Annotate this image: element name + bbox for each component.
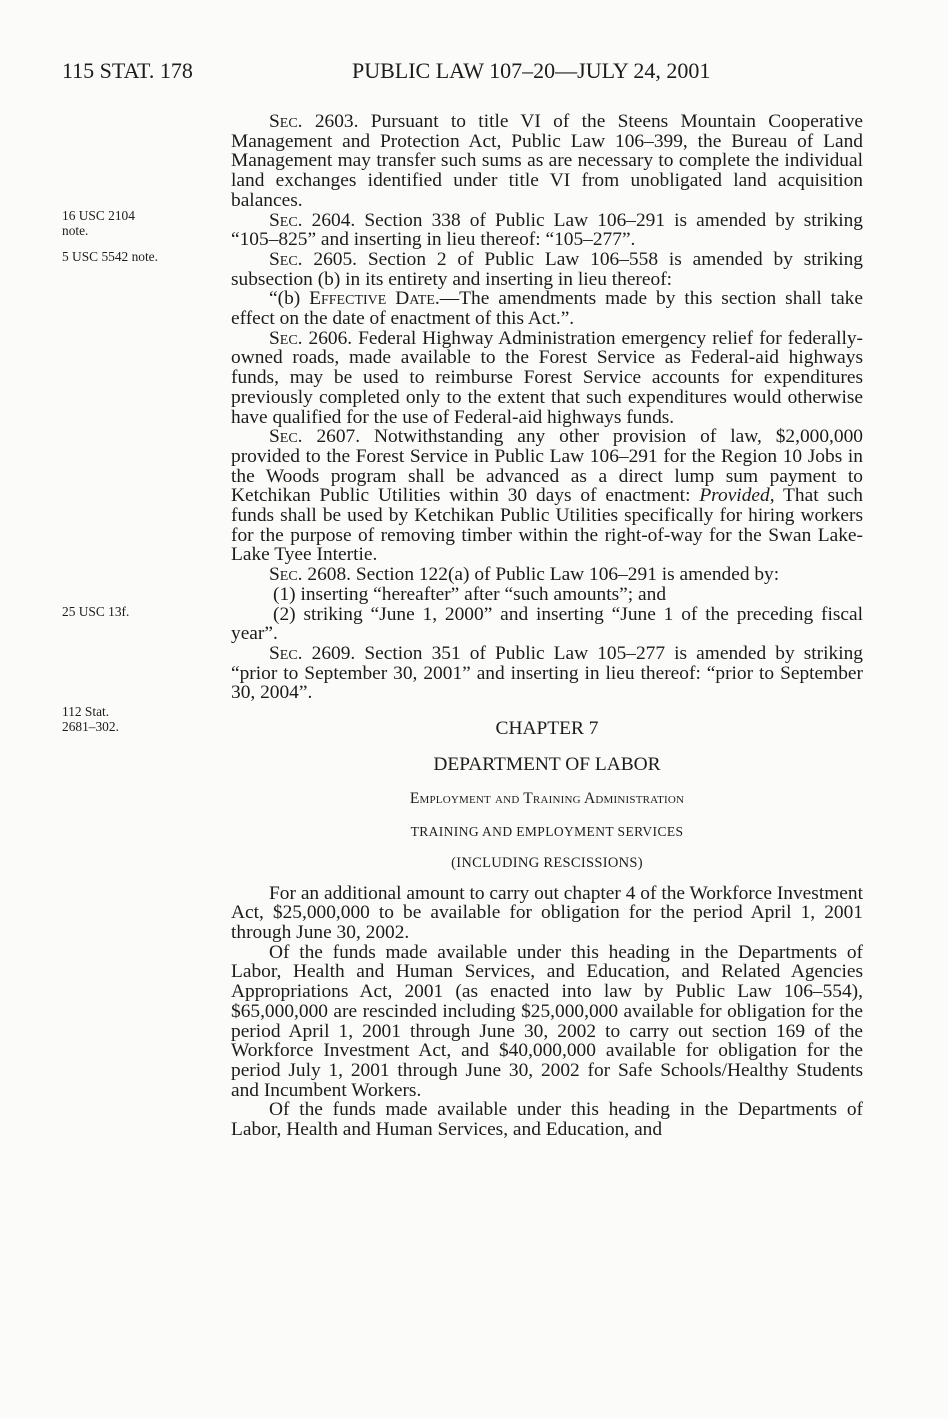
sec-label: Sec.	[269, 209, 303, 231]
labor-paragraph: For an additional amount to carry out chapter 4 of the Workforce Investment Act, $25,000,000 to be available for obligation for the period April 1, 2001 through June 30, 2002.	[231, 882, 863, 944]
section-2608	[231, 565, 863, 585]
section-text: , That such funds shall be used by Ketchikan Public Utilities specifically for hiring workers for the purpose of removing timber within the right-of-way for the Swan Lake-Lake Tyee Intertie.	[231, 485, 863, 566]
section-text: .—The amendments made by this section shall take effect on the date of enactment of this Act.”.	[231, 288, 863, 330]
margin-note-line: 112 Stat.	[62, 704, 110, 719]
margin-note-25-usc-13f	[62, 604, 222, 619]
section-2603	[231, 112, 863, 211]
margin-note-line: 2681–302.	[62, 719, 119, 734]
section-text: 2603. Pursuant to title VI of the Steens Mountain Cooperative Management and Protection Act, Public Law 106–399, the Bureau of Land Management may transfer such sums as are necessary to complete the individual land exchanges identified under title VI from unobligated land acquisition balances.	[231, 111, 863, 211]
section-2605	[231, 250, 863, 289]
margin-note-line: 5 USC 5542 note.	[62, 249, 158, 264]
subsection-caption: Effective Date	[309, 288, 435, 310]
sec-label: Sec.	[269, 426, 303, 448]
section-2608-item-1: (1) inserting “hereafter” after “such amounts”; and	[273, 583, 667, 605]
administration-heading: Employment and Training Administration	[409, 789, 685, 807]
labor-paragraph: Of the funds made available under this heading in the Departments of Labor, Health and Human Services, and Education, and	[231, 1099, 863, 1141]
chapter-heading: CHAPTER 7	[495, 718, 599, 740]
margin-note-line: note.	[62, 223, 89, 238]
margin-note-line: 25 USC 13f.	[62, 604, 130, 619]
law-title: PUBLIC LAW 107–20—JULY 24, 2001	[352, 58, 711, 83]
section-2604	[231, 211, 863, 250]
sec-label: Sec.	[269, 248, 303, 270]
quote-open: “(b)	[269, 288, 310, 310]
sec-label: Sec.	[269, 327, 303, 349]
margin-note-line: 16 USC 2104	[62, 208, 135, 223]
margin-note-112-stat	[62, 704, 222, 734]
section-text: 2608. Section 122(a) of Public Law 106–291 is amended by:	[302, 564, 780, 586]
sec-label: Sec.	[269, 564, 303, 586]
section-text: 2605. Section 2 of Public Law 106–558 is amended by striking subsection (b) in its entirety and inserting in lieu thereof:	[231, 248, 863, 290]
sec-label: Sec.	[269, 642, 303, 664]
section-text: 2606. Federal Highway Administration emergency relief for federally-owned roads, made available to the Forest Service as Federal-aid highways funds, may be used to reimburse Forest Service accounts for expenditures previously completed only to the extent that such expenditures would otherwise have qualified for the use of Federal-aid highways funds.	[231, 327, 863, 428]
appropriation-heading: TRAINING AND EMPLOYMENT SERVICES	[410, 824, 684, 840]
section-2606	[231, 329, 863, 428]
body-text	[231, 112, 863, 1140]
section-2608-item-2: (2) striking “June 1, 2000” and inserting “June 1 of the preceding fiscal year”.	[231, 603, 863, 645]
section-text: 2604. Section 338 of Public Law 106–291 is amended by striking “105–825” and inserting in lieu thereof: “105–277”.	[231, 209, 863, 251]
labor-paragraph: Of the funds made available under this heading in the Departments of Labor, Health and Human Services, and Education, and Related Agencies Appropriations Act, 2001 (as enacted into law by Public Law 106–554), $65,000,000 are rescinded including $25,000,000 available for obligation for the period April 1, 2001 through June 30, 2002 to carry out section 169 of the Workforce Investment Act, and $40,000,000 available for obligation for the period July 1, 2001 through June 30, 2002 for Safe Schools/Healthy Students and Incumbent Workers.	[231, 941, 863, 1101]
section-text: 2609. Section 351 of Public Law 105–277 is amended by striking “prior to September 30, 2001” and inserting in lieu thereof: “prior to September 30, 2004”.	[231, 642, 863, 704]
margin-note-16-usc-2104	[62, 208, 222, 238]
rescissions-heading: (INCLUDING RESCISSIONS)	[451, 854, 643, 871]
section-2609	[231, 644, 863, 703]
proviso: Provided	[699, 485, 770, 507]
page-folio: 115 STAT. 178	[62, 58, 193, 83]
sec-label: Sec.	[269, 111, 303, 132]
section-text: 2607. Notwithstanding any other provision of law, $2,000,000 provided to the Forest Service in Public Law 106–291 for the Region 10 Jobs in the Woods program shall be advanced as a direct lump sum payment to Ketchikan Public Utilities within 30 days of enactment:	[231, 426, 863, 507]
margin-note-5-usc-5542	[62, 249, 222, 264]
department-heading: DEPARTMENT OF LABOR	[433, 753, 661, 775]
section-2607	[231, 427, 863, 565]
section-2605-subsection-b	[231, 289, 863, 328]
running-head	[62, 58, 888, 88]
